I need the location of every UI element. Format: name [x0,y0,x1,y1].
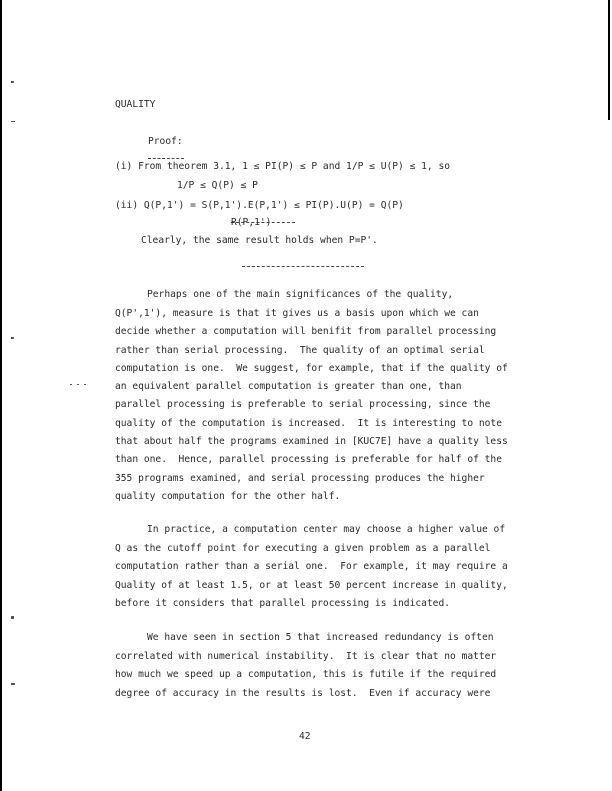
para1-line: computation is one. We suggest, for example, that if the quality of [115,363,508,374]
margin-speck [11,616,14,619]
margin-speck [84,384,86,385]
para1-line: 355 programs examined, and serial processing produces the higher [115,473,485,484]
para1-line: Q(P',1'), measure is that it gives us a basis upon which we can [115,308,479,319]
margin-speck [11,81,14,83]
end-of-proof-rule [242,266,364,267]
proof-line-5: Clearly, the same result holds when P=P'. [141,235,378,246]
para1-line: parallel processing is preferable to serial processing, since the [115,399,491,410]
left-scan-edge [0,0,2,791]
para2-line: computation rather than a serial one. For example, it may require a [115,561,508,572]
para1-line: decide whether a computation will benifit from parallel processing [115,326,497,337]
para3-line: how much we speed up a computation, this is futile if the required [115,669,497,680]
margin-speck [11,683,15,685]
proof-line-3: (ii) Q(P,1') = S(P,1').E(P,1') ≤ PI(P).U(P) = Q(P) [115,200,404,211]
proof-line-1: (i) From theorem 3.1, 1 ≤ PI(P) ≤ P and 1/P ≤ U(P) ≤ 1, so [115,161,451,172]
margin-speck [11,121,15,122]
proof-underline [148,158,184,159]
para1-line: quality computation for the other half. [115,491,341,502]
right-scan-edge [608,0,610,120]
page-number: 42 [299,731,311,742]
section-heading: QUALITY [115,99,156,110]
margin-speck [77,384,79,385]
para2-line: In practice, a computation center may choose a higher value of [147,524,506,535]
para2-line: Q as the cutoff point for executing a given problem as a parallel [115,543,491,554]
proof-line-4: R(P,1') [231,217,272,228]
para1-line: that about half the programs examined in [KUC7E] have a quality less [115,436,508,447]
para2-line: before it considers that parallel processing is indicated. [115,598,451,609]
para3-line: We have seen in section 5 that increased redundancy is often [147,632,494,643]
margin-speck [11,337,14,339]
margin-speck [70,384,72,385]
para3-line: degree of accuracy in the results is lost. Even if accuracy were [115,688,491,699]
para3-line: correlated with numerical instability. It is clear that no matter [115,651,497,662]
para1-line: rather than serial processing. The quality of an optimal serial [115,345,485,356]
para1-line: quality of the computation is increased. It is interesting to note [115,418,502,429]
para1-line: Perhaps one of the main significances of the quality, [147,289,454,300]
para1-line: an equivalent parallel computation is greater than one, than [115,381,462,392]
para1-line: than one. Hence, parallel processing is preferable for half of the [115,454,502,465]
proof-label: Proof: [148,136,183,147]
proof-line-2: 1/P ≤ Q(P) ≤ P [177,180,258,191]
para2-line: Quality of at least 1.5, or at least 50 percent increase in quality, [115,580,508,591]
